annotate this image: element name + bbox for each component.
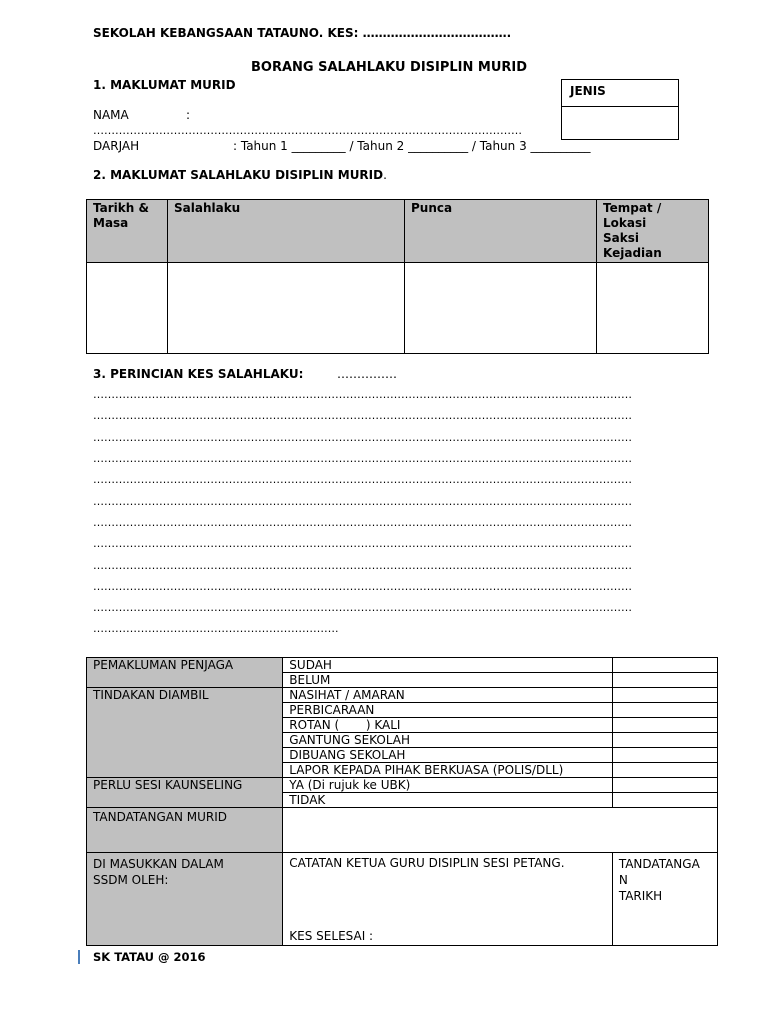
nama-label: NAMA [93,108,129,122]
col-tarikh-masa: Tarikh & Masa [87,200,168,263]
tandatangan-label: TANDATANGAN [618,857,700,887]
option-checkbox[interactable] [612,793,717,808]
cell-punca[interactable] [405,263,597,354]
tarikh-label: TARIKH [618,889,663,903]
col-tempat-text: Tempat / Lokasi Saksi Kejadian [603,201,662,260]
detail-line[interactable]: ………………………………………………………………………………………………………………………………… [93,537,632,550]
section3-heading-dots: …………… [337,367,397,381]
detail-line[interactable]: ………………………………………………………………………………………………………………………………… [93,559,632,572]
section2-heading [93,168,387,182]
option-label: NASIHAT / AMARAN [283,688,613,703]
kes-selesai-label: KES SELESAI : [289,929,374,943]
option-label: SUDAH [283,658,613,673]
catatan-cell[interactable] [283,853,613,946]
option-checkbox[interactable] [612,658,717,673]
option-label: GANTUNG SEKOLAH [283,733,613,748]
option-checkbox[interactable] [612,733,717,748]
misconduct-table [86,199,709,354]
option-checkbox[interactable] [612,778,717,793]
detail-line[interactable]: ………………………………………………………………………………………………………………………………… [93,601,632,614]
detail-line[interactable]: ………………………………………………………………………………………………………………………………… [93,452,632,465]
option-checkbox[interactable] [612,703,717,718]
detail-line[interactable]: ………………………………………………………………………………………………………………………………… [93,495,632,508]
action-table [86,657,718,946]
option-label: LAPOR KEPADA PIHAK BERKUASA (POLIS/DLL) [283,763,613,778]
darjah-label: DARJAH [93,139,140,153]
nama-colon: : [186,108,191,122]
tindakan-label: TINDAKAN DIAMBIL [87,688,283,778]
form-title: BORANG SALAHLAKU DISIPLIN MURID [251,60,528,75]
school-line: SEKOLAH KEBANGSAAN TATAUNO. KES: ………………………………. [93,26,512,40]
ssdm-cell [87,853,283,946]
tandatangan-murid-label: TANDATANGAN MURID [87,808,283,853]
option-label: ROTAN ( ) KALI [283,718,613,733]
jenis-box[interactable] [561,79,679,140]
detail-line[interactable]: ………………………………………………………………………………………………………………………………… [93,516,632,529]
footer-bar [78,950,80,964]
detail-line[interactable]: ………………………………………………………………………………………………………………………………… [93,409,632,422]
option-label: YA (Di rujuk ke UBK) [283,778,613,793]
section1-heading: 1. MAKLUMAT MURID [93,78,236,92]
cell-salahlaku[interactable] [168,263,405,354]
section2-heading-period: . [383,168,387,182]
option-label: PERBICARAAN [283,703,613,718]
catatan-label: CATATAN KETUA GURU DISIPLIN SESI PETANG. [289,856,565,870]
col-tempat [597,200,709,263]
option-checkbox[interactable] [612,718,717,733]
option-checkbox[interactable] [612,748,717,763]
darjah-field[interactable]: : Tahun 1 _________ / Tahun 2 __________ / Tahun 3 __________ [233,139,591,153]
detail-line[interactable]: ………………………………………………………………………………………………………………………………… [93,473,632,486]
cell-tarikh-masa[interactable] [87,263,168,354]
col-salahlaku: Salahlaku [168,200,405,263]
detail-line[interactable]: ………………………………………………………………………………………………………………………………… [93,388,632,401]
option-label: TIDAK [283,793,613,808]
footer-text: SK TATAU @ 2016 [93,950,206,964]
option-label: DIBUANG SEKOLAH [283,748,613,763]
jenis-label: JENIS [562,80,678,107]
tandatangan-murid-field[interactable] [283,808,718,853]
tandatangan-cell[interactable] [612,853,717,946]
col-punca: Punca [405,200,597,263]
kaunseling-label: PERLU SESI KAUNSELING [87,778,283,808]
option-checkbox[interactable] [612,688,717,703]
detail-line[interactable]: …………………………………………………………. [93,622,339,635]
ssdm-label: DI MASUKKAN DALAM SSDM OLEH: [93,857,224,887]
cell-tempat[interactable] [597,263,709,354]
option-checkbox[interactable] [612,673,717,688]
section2-heading-text: 2. MAKLUMAT SALAHLAKU DISIPLIN MURID [93,168,384,182]
option-checkbox[interactable] [612,763,717,778]
nama-field[interactable]: ……………………………………………………………………………………………………… [93,124,522,137]
detail-line[interactable]: ………………………………………………………………………………………………………………………………… [93,431,632,444]
option-label: BELUM [283,673,613,688]
section3-heading: 3. PERINCIAN KES SALAHLAKU: [93,367,304,381]
pemakluman-label: PEMAKLUMAN PENJAGA [87,658,283,688]
detail-line[interactable]: ………………………………………………………………………………………………………………………………… [93,580,632,593]
